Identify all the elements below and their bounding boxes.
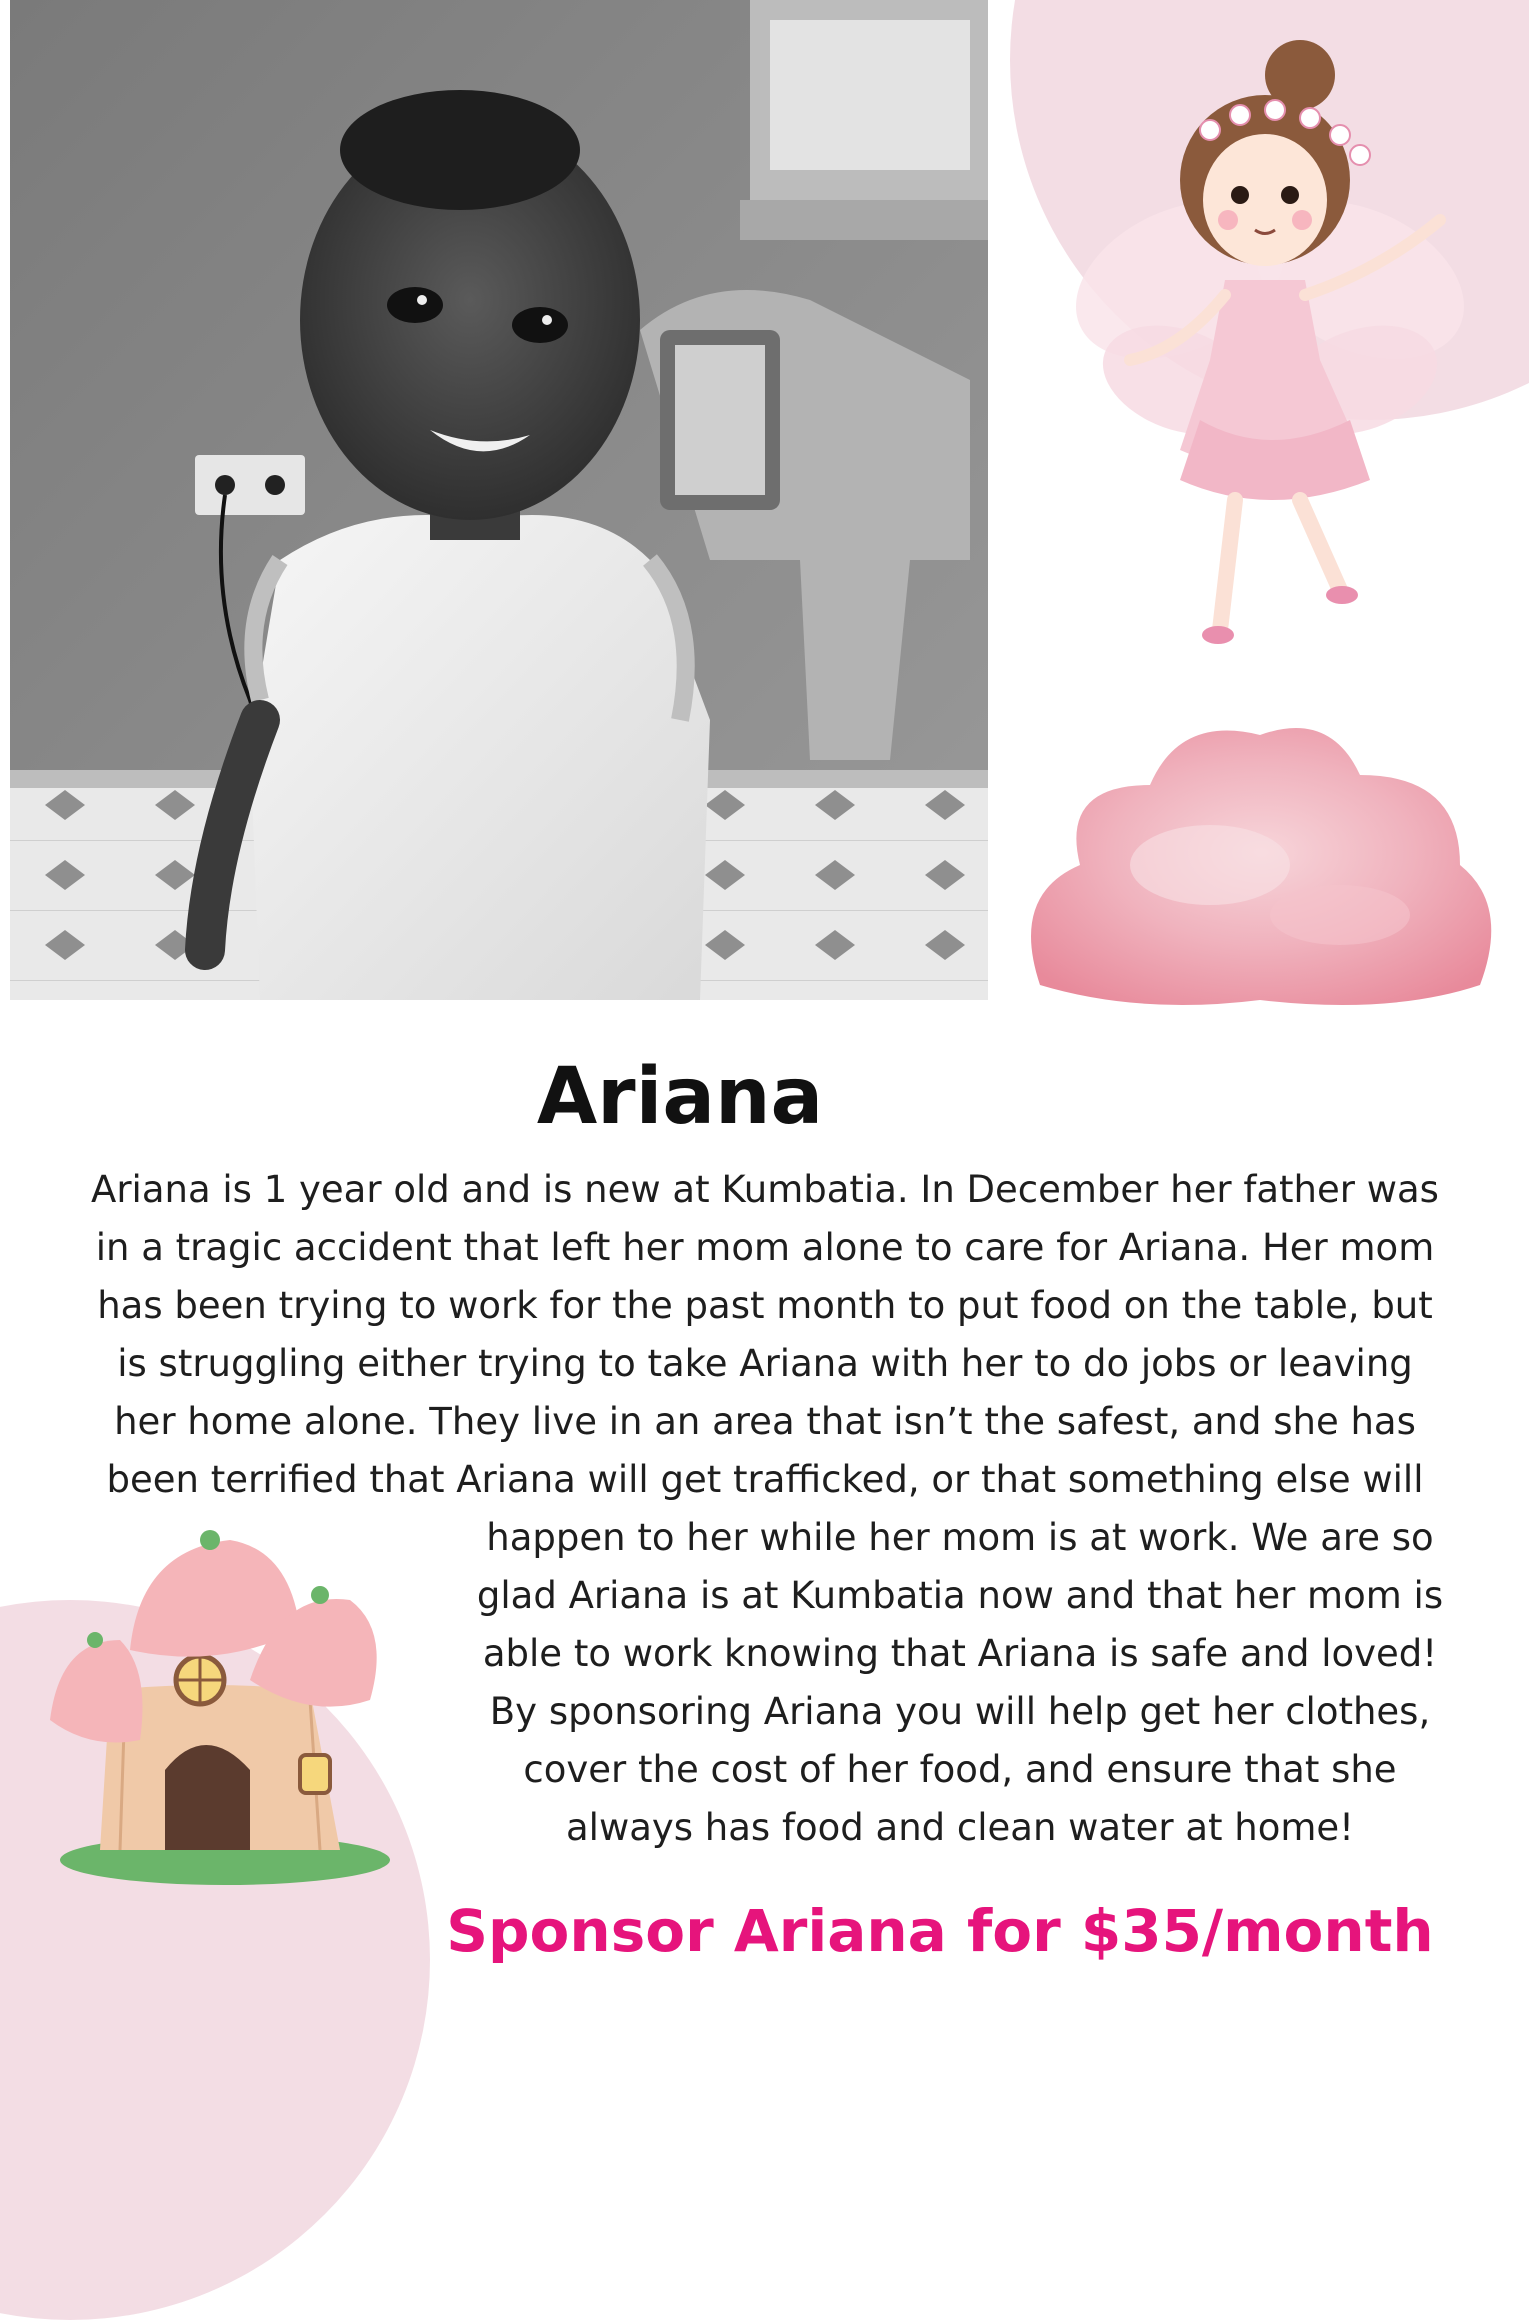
story-line: in a tragic accident that left her mom alone to care for Ariana. Her mom xyxy=(95,1226,1435,1269)
story-line: cover the cost of her food, and ensure that she xyxy=(523,1748,1397,1791)
story-line: always has food and clean water at home! xyxy=(565,1806,1355,1849)
story-paragraph-bottom xyxy=(420,1509,1500,1857)
mushroom-house-illustration xyxy=(50,1530,410,1890)
child-name-heading: Ariana xyxy=(536,1052,824,1142)
fairy-illustration xyxy=(1060,30,1480,690)
story-line: able to work knowing that Ariana is safe and loved! xyxy=(482,1632,1438,1675)
story-paragraph-top xyxy=(30,1161,1500,1509)
child-portrait-photo xyxy=(10,0,988,1000)
sponsor-call-to-action: Sponsor Ariana for $35/month xyxy=(446,1897,1434,1965)
story-line: is struggling either trying to take Ariana with her to do jobs or leaving xyxy=(117,1342,1413,1385)
pink-cloud-illustration xyxy=(1010,715,1500,1015)
story-line: has been trying to work for the past month to put food on the table, but xyxy=(97,1284,1433,1327)
story-line: By sponsoring Ariana you will help get her clothes, xyxy=(489,1690,1431,1733)
child-portrait-photo-graphic xyxy=(10,0,988,1000)
story-line: been terrified that Ariana will get trafficked, or that something else will xyxy=(106,1458,1424,1501)
story-line: happen to her while her mom is at work. We are so xyxy=(486,1516,1434,1559)
story-line: Ariana is 1 year old and is new at Kumbatia. In December her father was xyxy=(91,1168,1439,1211)
story-line: her home alone. They live in an area that isn’t the safest, and she has xyxy=(114,1400,1416,1443)
story-line: glad Ariana is at Kumbatia now and that her mom is xyxy=(476,1574,1444,1617)
